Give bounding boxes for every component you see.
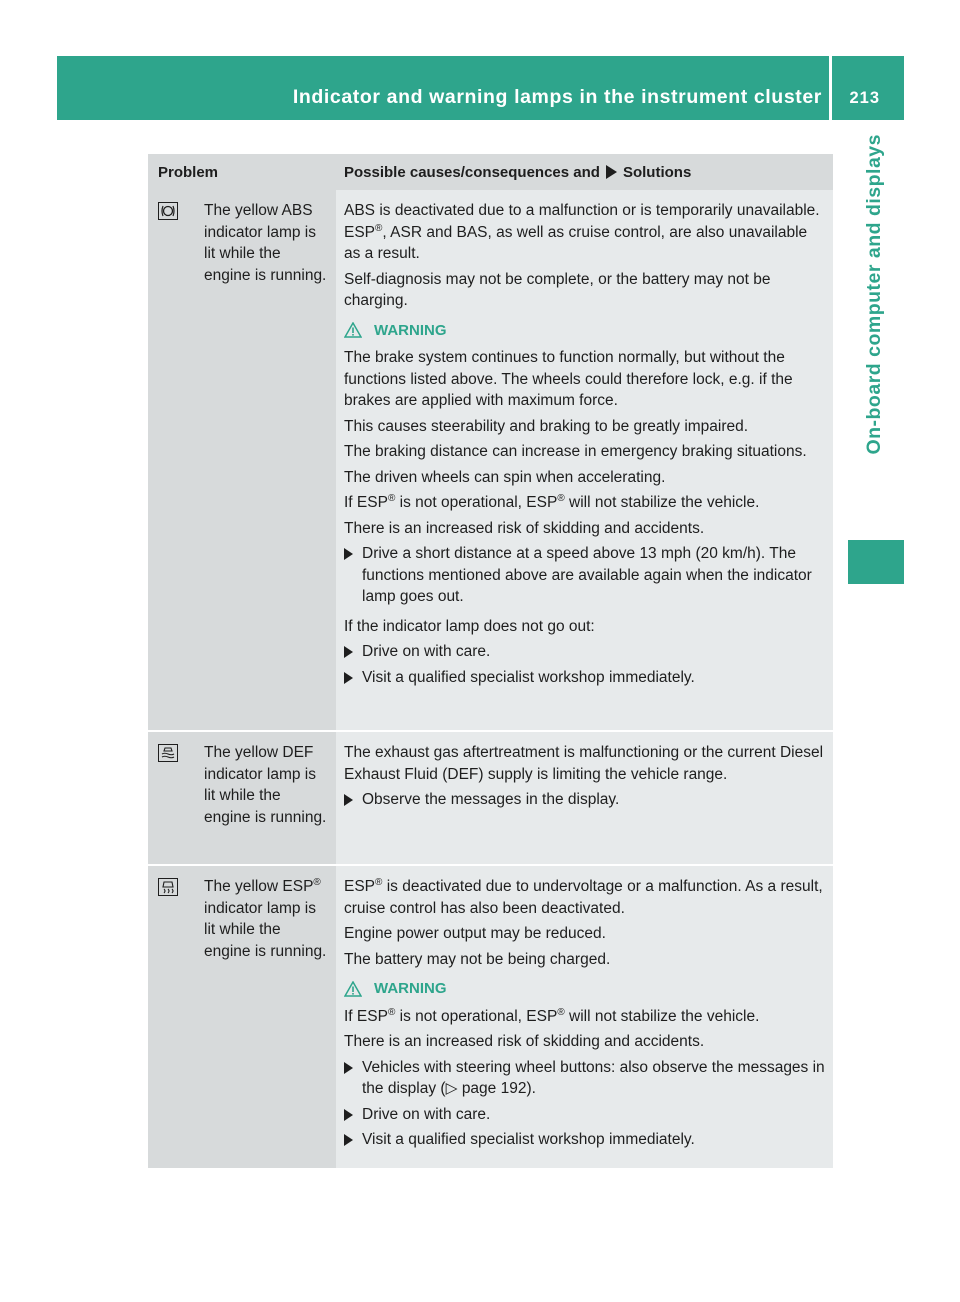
- warning-text-part: will not stabilize the vehicle.: [564, 494, 760, 511]
- warning-heading: [344, 320, 827, 342]
- action-step: [344, 1057, 827, 1100]
- warning-text: The driven wheels can spin when accelerating.: [344, 468, 666, 486]
- warning-text-part: is not operational, ESP: [395, 494, 558, 511]
- warning-text: The brake system continues to function normally, but without the functions listed above. The wheels could therefore lock, e.g. if the brakes are applied with maximum force.: [344, 349, 793, 409]
- column-header-causes: Possible causes/consequences and: [344, 163, 600, 181]
- action-step: [344, 1104, 827, 1126]
- table-row: [148, 866, 833, 1170]
- warning-label: WARNING: [374, 980, 447, 997]
- solution-cell: [336, 190, 833, 730]
- section-side-label: On-board computer and displays: [863, 134, 885, 455]
- section-marker-block: [848, 540, 904, 584]
- cause-text: ESP: [344, 878, 376, 895]
- page-reference-icon: ▷: [445, 1080, 462, 1097]
- column-header-solutions: [336, 164, 833, 181]
- warning-text-part: is not operational, ESP: [395, 1007, 558, 1025]
- step-arrow-icon: [344, 548, 353, 560]
- page-reference-link[interactable]: page 192).: [461, 1080, 536, 1097]
- registered-mark: ®: [387, 492, 396, 504]
- def-fluid-icon: [158, 744, 178, 762]
- header-divider: [829, 56, 832, 120]
- warning-heading: [344, 978, 827, 1000]
- cause-paragraph: The battery may not be being charged.: [344, 950, 611, 968]
- step-text: Observe the messages in the display.: [362, 791, 620, 808]
- problem-text: [204, 876, 329, 1156]
- cause-paragraph: Self-diagnosis may not be complete, or the battery may not be charging.: [344, 270, 771, 309]
- problem-cell: [148, 190, 336, 730]
- step-text: Visit a qualified specialist workshop immediately.: [362, 668, 695, 686]
- cause-paragraph: If the indicator lamp does not go out:: [344, 617, 595, 635]
- registered-mark: ®: [313, 876, 321, 888]
- step-text-part: Vehicles with steering wheel buttons: also observe the messages in the display (: [362, 1058, 825, 1097]
- registered-mark: ®: [375, 222, 383, 234]
- problem-text: The yellow DEF indicator lamp is lit while the engine is running.: [204, 744, 327, 826]
- warning-text: This causes steerability and braking to be greatly impaired.: [344, 417, 749, 435]
- warning-text: [344, 492, 827, 514]
- registered-mark: ®: [557, 1006, 565, 1018]
- action-step: [344, 543, 827, 608]
- warning-triangle-icon: [344, 981, 362, 997]
- step-arrow-icon: [344, 1109, 353, 1121]
- cause-paragraph: Engine power output may be reduced.: [344, 925, 606, 942]
- step-arrow-icon: [344, 1062, 353, 1074]
- warning-text: The braking distance can increase in emergency braking situations.: [344, 443, 807, 460]
- problem-cell: [148, 732, 336, 864]
- step-arrow-icon: [344, 646, 353, 658]
- step-text: Drive on with care.: [362, 643, 491, 660]
- registered-mark: ®: [387, 1006, 396, 1018]
- warning-text-part: will not stabilize the vehicle.: [564, 1007, 760, 1025]
- cause-paragraph: [344, 200, 827, 265]
- warning-text: There is an increased risk of skidding and accidents.: [344, 519, 705, 537]
- registered-mark: ®: [375, 876, 383, 888]
- action-step: [344, 789, 827, 811]
- cause-text: is deactivated due to undervoltage or a malfunction. As a result, cruise control has also been deactivated.: [344, 878, 823, 917]
- page-number: 213: [849, 89, 880, 107]
- page-header-bar: [57, 56, 904, 120]
- action-step: [344, 1129, 827, 1151]
- warning-label: WARNING: [374, 321, 447, 339]
- solution-cell: [336, 732, 833, 864]
- step-arrow-icon: [344, 1134, 353, 1146]
- step-arrow-icon: [344, 794, 353, 806]
- solution-cell: [336, 866, 833, 1168]
- column-header-solutions-label: Solutions: [622, 163, 692, 181]
- problem-text-part: The yellow ESP: [204, 878, 314, 895]
- step-text: Drive on with care.: [362, 1105, 491, 1123]
- table-row: [148, 732, 833, 866]
- cause-text: ABS is deactivated due to a malfunction or is temporarily unavailable. ESP: [344, 202, 820, 241]
- table-header: [148, 154, 833, 190]
- problem-text-part: indicator lamp is lit while the engine is running.: [204, 899, 327, 960]
- problem-cell: [148, 866, 336, 1168]
- step-arrow-icon: [344, 672, 353, 684]
- abs-warning-icon: [158, 202, 178, 220]
- warning-text-part: If ESP: [344, 494, 388, 511]
- warning-text: [344, 1006, 827, 1028]
- cause-text: , ASR and BAS, as well as cruise control, are also unavailable as a result.: [344, 223, 808, 262]
- warning-text-part: If ESP: [344, 1007, 388, 1025]
- page-title: Indicator and warning lamps in the instrument cluster: [292, 86, 822, 108]
- warning-text: There is an increased risk of skidding and accidents.: [344, 1033, 705, 1050]
- cause-paragraph: [344, 876, 827, 919]
- warning-triangle-icon: [344, 322, 362, 338]
- step-text: Drive a short distance at a speed above 13 mph (20 km/h). The functions mentioned above are available again when the indicator lamp goes out.: [362, 545, 812, 605]
- solutions-arrow-icon: [606, 165, 617, 179]
- action-step: [344, 641, 827, 663]
- step-text: [362, 1057, 827, 1100]
- warning-lamps-table: [148, 154, 833, 1170]
- problem-text: The yellow ABS indicator lamp is lit while the engine is running.: [204, 202, 327, 284]
- registered-mark: ®: [557, 492, 565, 504]
- section-side-tab: [848, 134, 904, 524]
- esp-skid-icon: [158, 878, 178, 896]
- action-step: [344, 667, 827, 689]
- table-row: [148, 190, 833, 732]
- step-text: Visit a qualified specialist workshop immediately.: [362, 1131, 695, 1148]
- cause-paragraph: The exhaust gas aftertreatment is malfunctioning or the current Diesel Exhaust Fluid (DEF) supply is limiting the vehicle range.: [344, 744, 824, 783]
- column-header-problem: Problem: [158, 163, 219, 181]
